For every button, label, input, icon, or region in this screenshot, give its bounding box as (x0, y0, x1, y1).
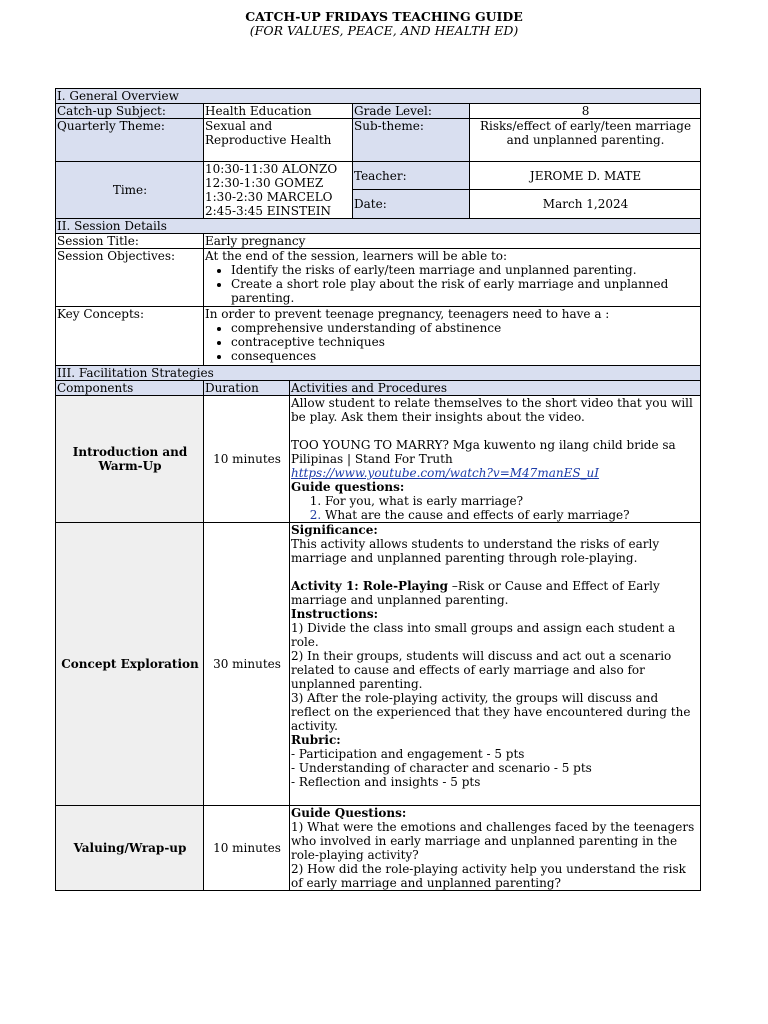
session-title-label: Session Title: (56, 234, 204, 249)
time-label: Time: (56, 162, 204, 219)
concepts-intro: In order to prevent teenage pregnancy, teenagers need to have a : (205, 307, 610, 321)
grade-value: 8 (470, 104, 701, 119)
activities-valuing (290, 806, 701, 891)
concept-item: • comprehensive understanding of abstinence (231, 321, 700, 335)
activities-intro (290, 396, 701, 523)
document-title: CATCH-UP FRIDAYS TEACHING GUIDE (245, 9, 523, 24)
subject-label: Catch-up Subject: (56, 104, 204, 119)
row-valuing (56, 806, 701, 891)
section-facilitation (56, 366, 701, 381)
col-components: Components (56, 381, 204, 396)
valuing-guide-label: Guide Questions: (291, 806, 407, 820)
teacher-value: JEROME D. MATE (470, 162, 701, 190)
duration-valuing: 10 minutes (204, 806, 290, 891)
subject-value: Health Education (204, 104, 353, 119)
document-header (0, 10, 768, 38)
instruction-item: 2) In their groups, students will discuss and act out a scenario related to cause and effects of early marriage and also for unplanned parenting. (291, 649, 672, 691)
date-label: Date: (353, 190, 470, 219)
activity-label: Activity 1: Role-Playing (291, 579, 449, 593)
objectives-intro: At the end of the session, learners will be able to: (205, 249, 508, 263)
section-session-details (56, 219, 701, 234)
date-value: March 1,2024 (470, 190, 701, 219)
concept-item: • contraceptive techniques (231, 335, 700, 349)
row-concept-exploration (56, 523, 701, 806)
valuing-question: 2) How did the role-playing activity help you understand the risk of early marriage and unplanned parenting? (291, 862, 686, 890)
section-title: III. Facilitation Strategies (56, 366, 701, 381)
rubric-label: Rubric: (291, 733, 341, 747)
col-duration: Duration (204, 381, 290, 396)
col-activities: Activities and Procedures (290, 381, 701, 396)
rubric-item: - Understanding of character and scenario - 5 pts (291, 761, 592, 775)
question-item: 2. What are the cause and effects of early marriage? (325, 508, 700, 522)
time-slot: 12:30-1:30 GOMEZ (205, 176, 324, 190)
concepts-list (205, 321, 700, 363)
theme-value: Sexual and Reproductive Health (204, 119, 353, 162)
activities-concept (290, 523, 701, 806)
time-slot: 2:45-3:45 EINSTEIN (205, 204, 331, 218)
objectives-list (205, 263, 700, 305)
document-subtitle: (FOR VALUES, PEACE, AND HEALTH ED) (249, 23, 519, 38)
component-intro: Introduction and Warm-Up (56, 396, 204, 523)
video-link[interactable]: https://www.youtube.com/watch?v=M47manES_uI (291, 466, 600, 480)
instructions-label: Instructions: (291, 607, 379, 621)
row-introduction (56, 396, 701, 523)
section-title: II. Session Details (56, 219, 701, 234)
activity-text: –Risk or Cause and Effect of Early marriage and unplanned parenting. (291, 579, 660, 607)
rubric-item: - Participation and engagement - 5 pts (291, 747, 525, 761)
significance-label: Significance: (291, 523, 378, 537)
time-slot: 10:30-11:30 ALONZO (205, 162, 338, 176)
rubric-item: - Reflection and insights - 5 pts (291, 775, 481, 789)
significance-text: This activity allows students to understand the risks of early marriage and unplanned parenting through role-playing. (291, 537, 660, 565)
teacher-label: Teacher: (353, 162, 470, 190)
subtheme-value: Risks/effect of early/teen marriage and unplanned parenting. (470, 119, 701, 162)
concept-item: • consequences (231, 349, 700, 363)
duration-concept: 30 minutes (204, 523, 290, 806)
time-schedule (204, 162, 353, 219)
teaching-guide-table (55, 88, 701, 891)
objective-item: • Create a short role play about the risk of early marriage and unplanned parenting. (231, 277, 700, 305)
component-concept: Concept Exploration (56, 523, 204, 806)
instruction-item: 1) Divide the class into small groups and assign each student a role. (291, 621, 676, 649)
objectives-label: Session Objectives: (56, 249, 204, 307)
objectives-content (204, 249, 701, 307)
duration-intro: 10 minutes (204, 396, 290, 523)
section-title: I. General Overview (56, 89, 701, 104)
concepts-content (204, 307, 701, 366)
grade-label: Grade Level: (353, 104, 470, 119)
section-general-overview (56, 89, 701, 104)
intro-questions (291, 494, 700, 522)
objective-item: • Identify the risks of early/teen marriage and unplanned parenting. (231, 263, 700, 277)
theme-label: Quarterly Theme: (56, 119, 204, 162)
guide-questions-label: Guide questions: (291, 480, 405, 494)
question-item: 1. For you, what is early marriage? (325, 494, 700, 508)
session-title-value: Early pregnancy (204, 234, 701, 249)
subtheme-label: Sub-theme: (353, 119, 470, 162)
instruction-item: 3) After the role-playing activity, the groups will discuss and reflect on the experienced that they have encountered during the activity. (291, 691, 691, 733)
activity-heading (291, 579, 700, 607)
component-valuing: Valuing/Wrap-up (56, 806, 204, 891)
video-title: TOO YOUNG TO MARRY? Mga kuwento ng ilang child bride sa Pilipinas | Stand For Truth (291, 438, 676, 466)
valuing-question: 1) What were the emotions and challenges faced by the teenagers who involved in early marriage and unplanned parenting in the role-playing activity? (291, 820, 695, 862)
intro-text: Allow student to relate themselves to the short video that you will be play. Ask them their insights about the video. (291, 396, 693, 424)
concepts-label: Key Concepts: (56, 307, 204, 366)
time-slot: 1:30-2:30 MARCELO (205, 190, 333, 204)
